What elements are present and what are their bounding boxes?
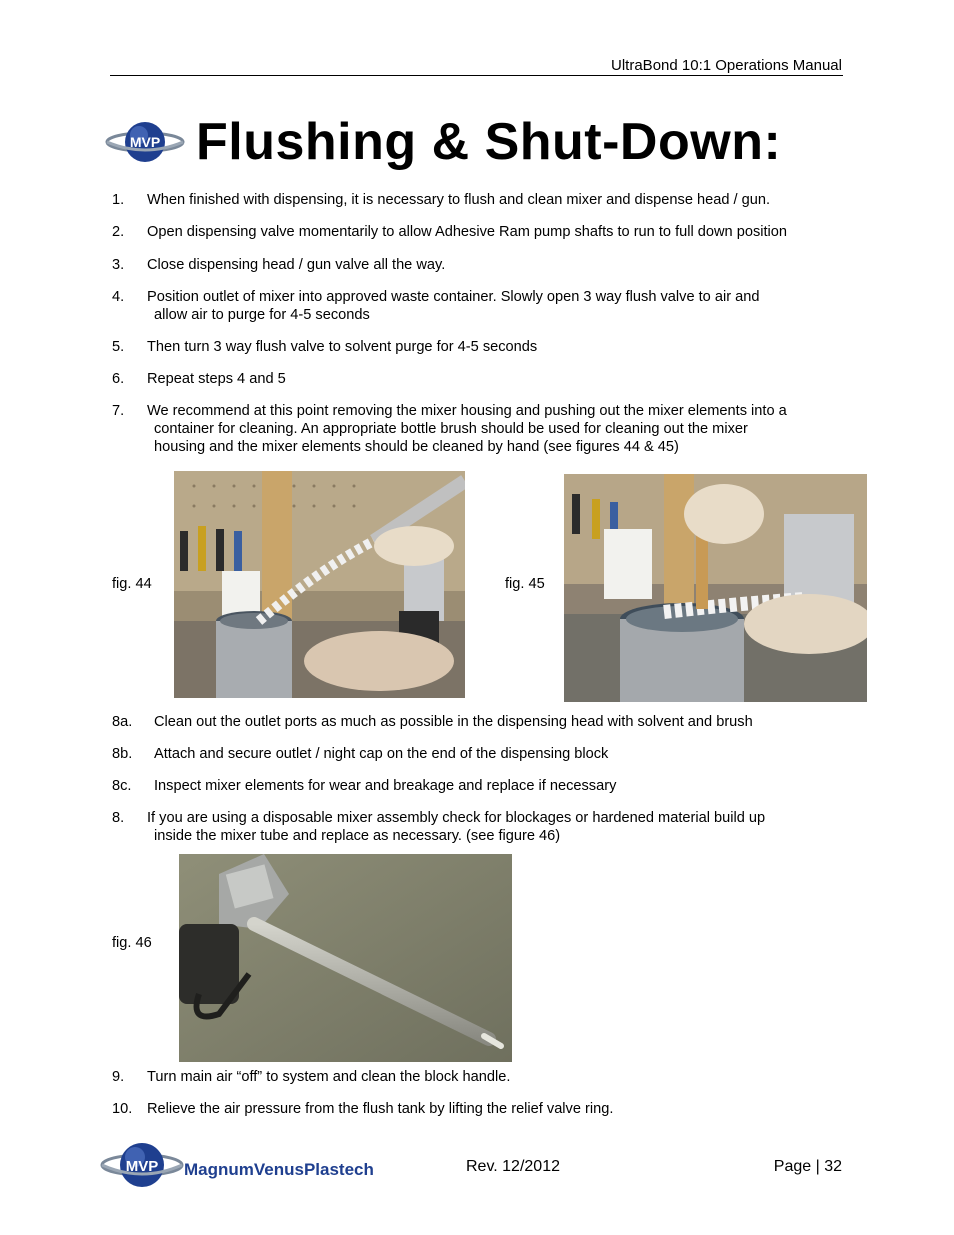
fig-44-label: fig. 44 (112, 576, 152, 592)
magnum-venus-plastech-logo-icon (100, 1135, 390, 1197)
fig-46-photo (179, 854, 512, 1062)
fig-45-label: fig. 45 (505, 576, 545, 592)
manual-title: UltraBond 10:1 Operations Manual (611, 57, 842, 74)
footer-brand-text: MagnumVenusPlastech (184, 1160, 374, 1179)
mvp-logo-icon (104, 116, 186, 168)
footer-logo-text: MVP (125, 1158, 159, 1175)
page-title: Flushing & Shut-Down: (196, 113, 782, 171)
revision-label: Rev. 12/2012 (466, 1158, 560, 1175)
fig-46-label: fig. 46 (112, 935, 152, 951)
page-number: Page | 32 (773, 1158, 842, 1175)
logo-text: MVP (129, 134, 161, 150)
fig-45-photo (564, 474, 867, 702)
header-rule (110, 75, 843, 76)
fig-44-photo (174, 471, 465, 698)
